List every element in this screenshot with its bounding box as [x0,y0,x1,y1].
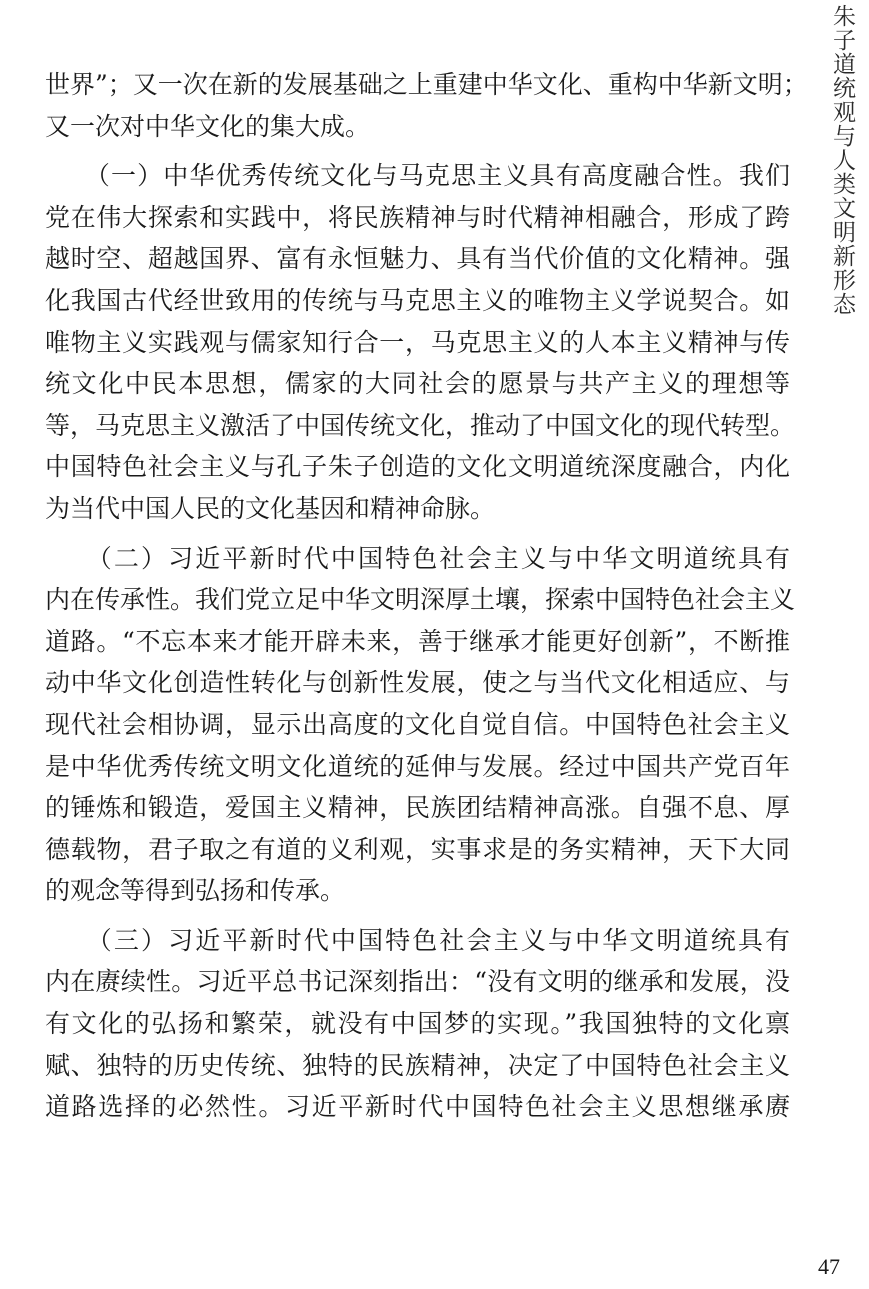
text-line: （二）习近平新时代中国特色社会主义与中华文明道统具有 [45,543,790,573]
text-line: 道路选择的必然性。习近平新时代中国特色社会主义思想继承赓 [45,1092,790,1122]
text-line: （一）中华优秀传统文化与马克思主义具有高度融合性。我们 [45,161,790,191]
text-line: 的锤炼和锻造，爱国主义精神，民族团结精神高涨。自强不息、厚 [45,793,790,823]
text-line: 世界”；又一次在新的发展基础之上重建中华文化、重构中华新文明； [45,70,808,99]
page-number: 47 [818,1254,840,1279]
text-line: （三）习近平新时代中国特色社会主义与中华文明道统具有 [45,925,790,955]
text-line: 现代社会相协调，显示出高度的文化自觉自信。中国特色社会主义 [45,709,790,739]
text-line: 道路。“不忘本来才能开辟未来，善于继承才能更好创新”，不断推 [45,626,790,656]
text-line: 中国特色社会主义与孔子朱子创造的文化文明道统深度融合，内化 [45,452,790,482]
text-line: 内在传承性。我们党立足中华文明深厚土壤，探索中国特色社会主义 [45,585,796,615]
text-line: 是中华优秀传统文明文化道统的延伸与发展。经过中国共产党百年 [45,751,790,781]
text-line: 为当代中国人民的文化基因和精神命脉。 [45,493,496,523]
text-line: 内在赓续性。习近平总书记深刻指出：“没有文明的继承和发展，没 [45,967,790,997]
text-line: 又一次对中华文化的集大成。 [45,111,371,141]
text-line: 越时空、超越国界、富有永恒魅力、具有当代价值的文化精神。强 [45,244,790,274]
text-line: 的观念等得到弘扬和传承。 [45,876,346,906]
body-text [45,64,808,1128]
text-line: 化我国古代经世致用的传统与马克思主义的唯物主义学说契合。如 [45,285,790,315]
text-line: 唯物主义实践观与儒家知行合一，马克思主义的人本主义精神与传 [45,327,790,357]
text-line: 等，马克思主义激活了中国传统文化，推动了中国文化的现代转型。 [45,410,796,440]
text-line: 德载物，君子取之有道的义利观，实事求是的务实精神，天下大同 [45,834,790,864]
text-line: 动中华文化创造性转化与创新性发展，使之与当代文化相适应、与 [45,668,790,698]
text-line: 党在伟大探索和实践中，将民族精神与时代精神相融合，形成了跨 [45,202,790,232]
text-line: 有文化的弘扬和繁荣，就没有中国梦的实现。”我国独特的文化禀 [45,1009,790,1039]
text-line: 统文化中民本思想，儒家的大同社会的愿景与共产主义的理想等 [45,369,790,399]
text-line: 赋、独特的历史传统、独特的民族精神，决定了中国特色社会主义 [45,1050,790,1080]
running-head: 朱子道统观与人类文明新形态 [829,4,855,316]
